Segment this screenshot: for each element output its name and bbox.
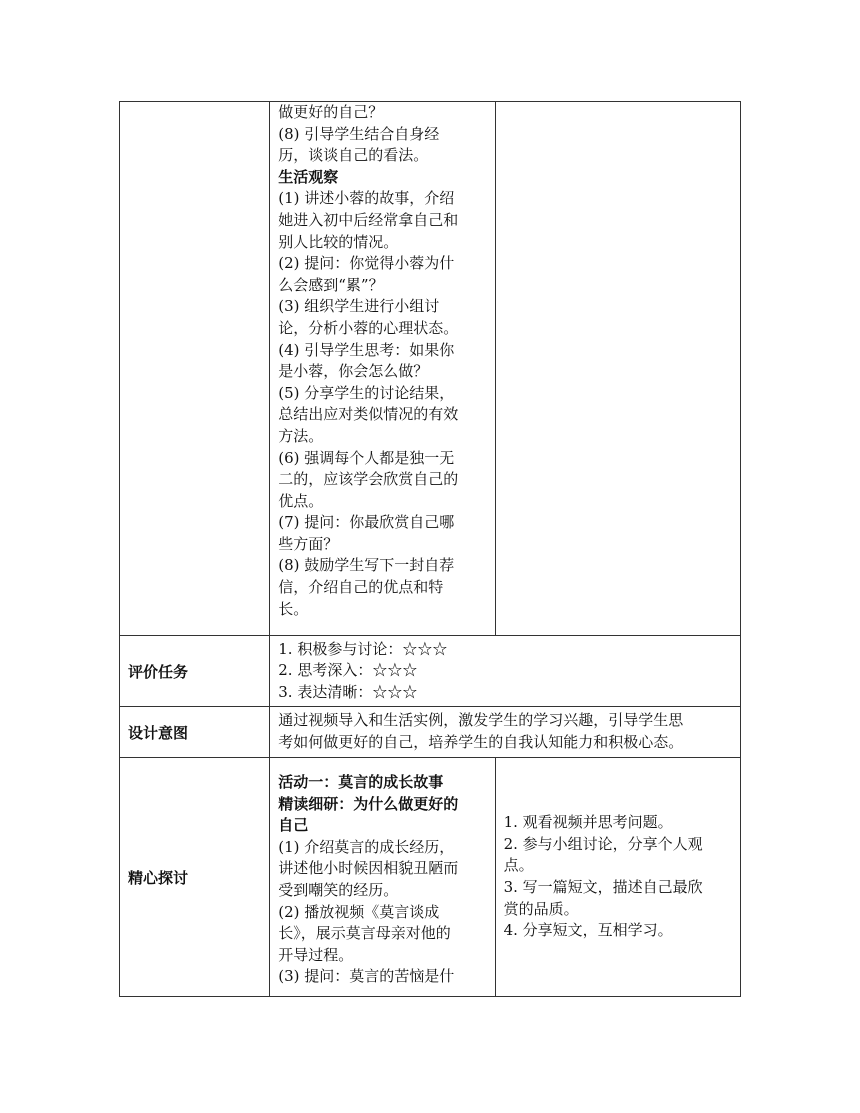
activity-text	[278, 102, 486, 620]
row-label: 评价任务	[120, 636, 270, 707]
text-line: (4) 引导学生思考：如果你	[278, 340, 455, 359]
text-line: 讲述他小时候因相貌丑陋而	[278, 859, 459, 878]
design-intent-line: 通过视频导入和生活实例，激发学生的学习兴趣，引导学生思	[278, 711, 684, 730]
text-line: 4. 分享短文，互相学习。	[503, 921, 673, 940]
activity-cell	[270, 758, 495, 997]
evaluation-item: 3. 表达清晰：☆☆☆	[278, 682, 418, 701]
text-line: 1. 观看视频并思考问题。	[503, 813, 673, 832]
section-heading: 自己	[278, 816, 309, 835]
text-line: 点。	[503, 856, 534, 875]
table-row	[120, 636, 741, 707]
text-line: 赏的品质。	[503, 899, 579, 918]
row-label: 设计意图	[120, 707, 270, 758]
text-line: 总结出应对类似情况的有效	[278, 405, 459, 424]
activity-text	[278, 772, 486, 988]
row-label: 精心探讨	[120, 758, 270, 997]
text-line: 长。	[278, 599, 309, 618]
text-line: (2) 播放视频《莫言谈成	[278, 902, 440, 921]
text-line: 受到嘲笑的经历。	[278, 880, 399, 899]
text-line: 长》，展示莫言母亲对他的	[278, 924, 451, 943]
text-line: 她进入初中后经常拿自己和	[278, 210, 459, 229]
text-line: 别人比较的情况。	[278, 232, 399, 251]
evaluation-item: 2. 思考深入：☆☆☆	[278, 661, 418, 680]
text-line: (8) 鼓励学生写下一封自荐	[278, 556, 455, 575]
text-line: 二的，应该学会欣赏自己的	[278, 470, 459, 489]
evaluation-cell	[270, 636, 741, 707]
design-intent-cell	[270, 707, 741, 758]
text-line: (3) 提问：莫言的苦恼是什	[278, 967, 455, 986]
text-line: (1) 介绍莫言的成长经历，	[278, 837, 455, 856]
text-line: 是小蓉，你会怎么做？	[278, 362, 429, 381]
text-line: 么会感到“累”？	[278, 275, 384, 294]
empty-student-cell	[495, 102, 740, 636]
text-line: (2) 提问：你觉得小蓉为什	[278, 254, 455, 273]
text-line: 方法。	[278, 426, 324, 445]
table-row	[120, 102, 741, 636]
activity-cell	[270, 102, 495, 636]
table-row	[120, 758, 741, 997]
design-intent-line: 考如何做更好的自己，培养学生的自我认知能力和积极心态。	[278, 733, 684, 751]
text-line: 3. 写一篇短文，描述自己最欣	[503, 878, 703, 896]
text-line: (1) 讲述小蓉的故事，介绍	[278, 189, 455, 208]
text-line: (7) 提问：你最欣赏自己哪	[278, 513, 455, 532]
section-heading: 活动一：莫言的成长故事	[278, 773, 444, 791]
text-line: 2. 参与小组讨论，分享个人观	[503, 834, 703, 853]
student-activity-text	[504, 812, 732, 942]
text-line: 历，谈谈自己的看法。	[278, 146, 429, 165]
text-line: (3) 组织学生进行小组讨	[278, 297, 440, 316]
evaluation-item: 1. 积极参与讨论：☆☆☆	[278, 639, 448, 658]
text-line: 优点。	[278, 491, 324, 510]
text-line: 信，介绍自己的优点和特	[278, 578, 444, 597]
table-row	[120, 707, 741, 758]
empty-label-cell	[120, 102, 270, 636]
section-heading: 精读细研：为什么做更好的	[278, 794, 459, 813]
text-line: (8) 引导学生结合自身经	[278, 124, 440, 143]
text-line: 开导过程。	[278, 945, 354, 964]
text-line: 论，分析小蓉的心理状态。	[278, 318, 459, 337]
lesson-plan-table	[119, 101, 741, 997]
student-activity-cell	[495, 758, 740, 997]
text-line: 做更好的自己？	[278, 103, 384, 121]
text-line: (6) 强调每个人都是独一无	[278, 448, 455, 467]
text-line: (5) 分享学生的讨论结果，	[278, 383, 455, 402]
text-line: 些方面？	[278, 534, 339, 553]
section-heading: 生活观察	[278, 167, 339, 186]
